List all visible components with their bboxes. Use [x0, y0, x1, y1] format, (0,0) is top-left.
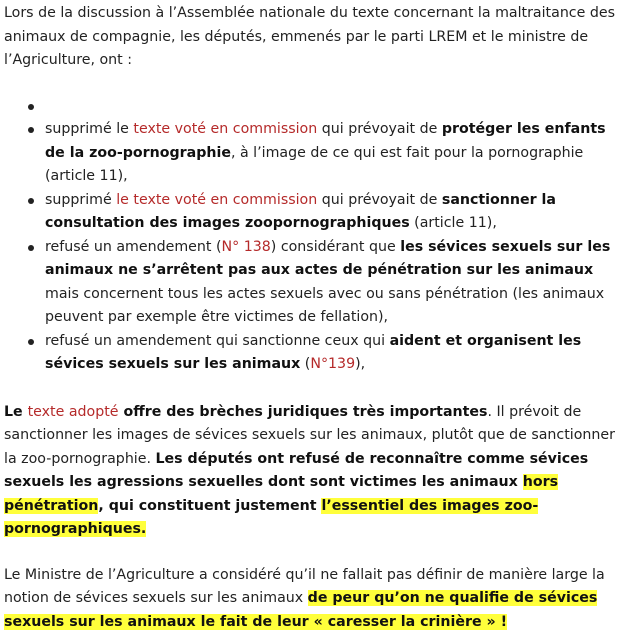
list-item	[45, 330, 630, 377]
list-item-empty	[45, 95, 630, 119]
texte-adopte-paragraph	[4, 401, 630, 542]
intro-paragraph: Lors de la discussion à l’Assemblée nationale du texte concernant la maltraitance des animaux de compagnie, les députés, emmenés par le parti LREM et le ministre de l’Agriculture, ont :	[4, 0, 630, 73]
amendement-138-link[interactable]: N° 138	[221, 239, 270, 255]
item-text: ) considérant que	[271, 239, 400, 255]
item-text: refusé un amendement qui sanctionne ceux qui	[45, 333, 390, 349]
bold-text: Les députés ont refusé de reconnaître comme sévices sexuels les agressions sexuelles dont sont victimes les animaux	[4, 451, 588, 491]
item-text: qui prévoyait de	[317, 121, 442, 137]
list-item	[45, 189, 630, 236]
item-text: qui prévoyait de	[317, 192, 442, 208]
texte-vote-commission-link[interactable]: le texte voté en commission	[116, 192, 317, 208]
bold-text: Le	[4, 404, 28, 420]
item-bold-text: les sévices sexuels sur les animaux ne s’arrêtent pas aux actes de pénétration sur les animaux	[45, 239, 610, 279]
list-item	[45, 236, 630, 330]
item-text: refusé un amendement (	[45, 239, 221, 255]
item-text: supprimé	[45, 192, 116, 208]
item-text: supprimé le	[45, 121, 133, 137]
item-text: (article 11),	[410, 215, 497, 231]
item-text: ),	[355, 356, 365, 372]
bold-text: , qui constituent justement	[98, 498, 321, 514]
article-body	[4, 0, 630, 634]
item-bold-text: protéger les enfants de la zoo-pornographie	[45, 121, 606, 161]
item-text: , à l’image de ce qui est fait pour la pornographie (article 11),	[45, 145, 583, 185]
item-bold-text: sanctionner la consultation des images zoopornographiques	[45, 192, 556, 232]
list-item	[45, 118, 630, 189]
texte-adopte-link[interactable]: texte adopté	[28, 404, 119, 420]
amendement-139-link[interactable]: N°139	[310, 356, 355, 372]
highlighted-text: hors pénétration	[4, 474, 558, 514]
highlighted-text: de peur qu’on ne qualifie de sévices sexuels sur les animaux le fait de leur « caresser la crinière » !	[4, 590, 597, 630]
highlighted-text: l’essentiel des images zoo-pornographiques.	[4, 498, 538, 538]
bullet-list	[4, 95, 630, 377]
item-text: mais concernent tous les actes sexuels avec ou sans pénétration (les animaux peuvent par exemple être victimes de fellation),	[45, 286, 604, 326]
texte-vote-commission-link[interactable]: texte voté en commission	[133, 121, 317, 137]
item-bold-text: aident et organisent les sévices sexuels sur les animaux	[45, 333, 581, 373]
paragraph-text: . Il prévoit de sanctionner les images de sévices sexuels sur les animaux, plutôt que de sanctionner la zoo-pornographie.	[4, 404, 615, 467]
ministre-paragraph	[4, 564, 630, 634]
item-text: (	[300, 356, 310, 372]
bold-text: offre des brèches juridiques très importantes	[119, 404, 488, 420]
paragraph-text: Le Ministre de l’Agriculture a considéré qu’il ne fallait pas définir de manière large la notion de sévices sexuels sur les animaux	[4, 567, 605, 607]
